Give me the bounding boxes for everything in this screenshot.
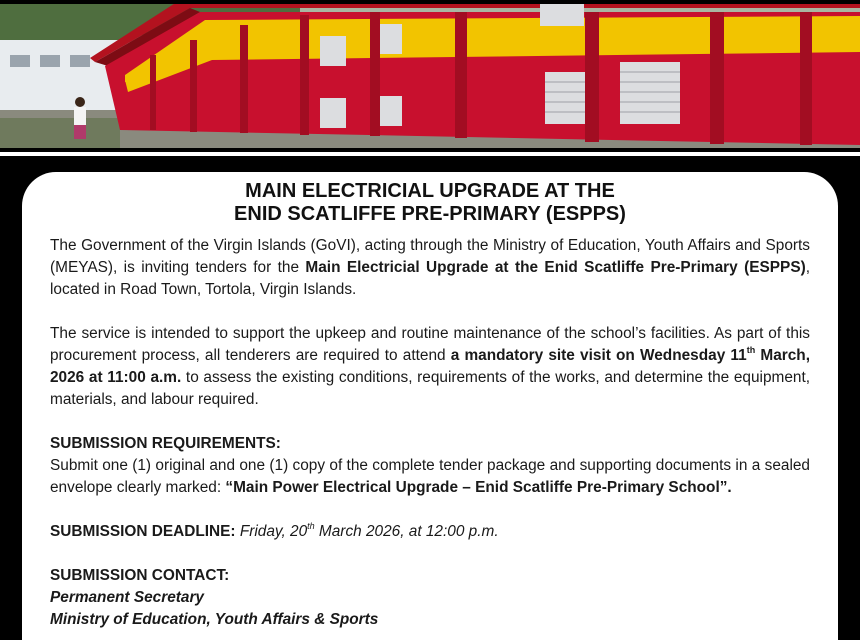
requirements-text: Submit one (1) original and one (1) copy of the complete tender package and supporting documents in a sealed envelope clearly marked:	[50, 457, 810, 496]
contact-line-1: Permanent Secretary	[50, 589, 204, 606]
contact-heading: SUBMISSION CONTACT:	[50, 567, 230, 584]
school-building-photo	[0, 0, 860, 148]
deadline-time: March 2026, at 12:00 p.m.	[314, 523, 499, 540]
intro-paragraph	[50, 235, 810, 301]
site-visit-purpose: to assess the existing conditions, requirements of the works, and determine the equipment, materials, and labour required.	[50, 369, 810, 408]
title-line-1: MAIN ELECTRICIAL UPGRADE AT THE	[245, 180, 615, 202]
site-visit-paragraph	[50, 323, 810, 411]
service-text: The service is intended to support the upkeep and routine maintenance of the school’s facilities. As part of this procurement process, all tenderers are required to attend	[50, 325, 810, 364]
divider-line	[0, 152, 860, 156]
requirements-heading: SUBMISSION REQUIREMENTS:	[50, 435, 281, 452]
deadline-date: Friday, 20	[235, 523, 308, 540]
site-visit-time: March, 2026 at 11:00 a.m.	[50, 347, 810, 386]
deadline-line	[50, 521, 810, 543]
title-line-2: ENID SCATLIFFE PRE-PRIMARY (ESPPS)	[234, 203, 626, 225]
header-photo	[0, 0, 860, 148]
notice-card	[22, 172, 838, 640]
deadline-label: SUBMISSION DEADLINE:	[50, 523, 236, 540]
intro-location: , located in Road Town, Tortola, Virgin Islands.	[50, 259, 810, 298]
requirements-paragraph	[50, 455, 810, 499]
project-name: Main Electricial Upgrade at the Enid Scatliffe Pre-Primary (ESPPS)	[305, 259, 806, 276]
intro-text: The Government of the Virgin Islands (GoVI), acting through the Ministry of Education, Youth Affairs and Sports (MEYAS), is inviting tenders for the	[50, 237, 810, 276]
envelope-marking: “Main Power Electrical Upgrade – Enid Scatliffe Pre-Primary School”.	[225, 479, 732, 496]
notice-body	[50, 235, 810, 631]
site-visit-date-suffix: th	[746, 344, 756, 355]
contact-line-2: Ministry of Education, Youth Affairs & Sports	[50, 611, 379, 628]
deadline-date-suffix: th	[307, 520, 315, 531]
site-visit-date: a mandatory site visit on Wednesday 11	[450, 347, 747, 364]
notice-title	[50, 180, 810, 226]
